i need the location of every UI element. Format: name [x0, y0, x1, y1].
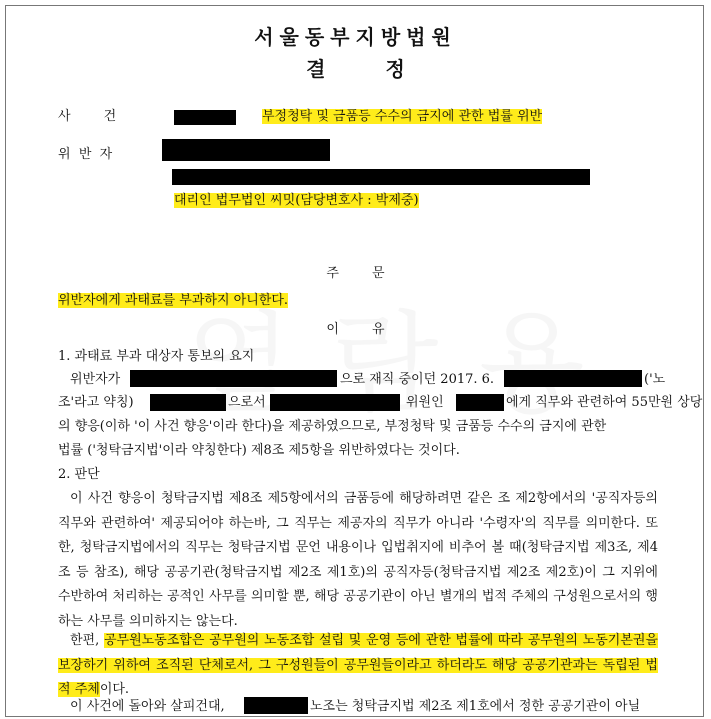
violator-label: 위 반 자 [58, 147, 113, 162]
judgment-line-3b: 노조는 청탁금지법 제2조 제1호에서 정한 공공기관이 아닐 [310, 699, 641, 714]
document-title-part-b: 정 [385, 57, 405, 81]
reason-heading: 이 유 [326, 322, 385, 337]
summary-line-2c: 위원인 [406, 395, 444, 410]
redaction-violator-address [172, 169, 590, 185]
redaction-recipient [456, 394, 504, 411]
document-title [6, 57, 704, 81]
redaction-union-name-2 [244, 697, 308, 714]
summary-line-2a: 조'라고 약칭) [58, 395, 134, 410]
summary-line-1b: 으로 재직 중이던 2017. 6. [340, 372, 495, 387]
agent: 대리인 법무법인 씨밋(담당변호사 : 박제중) [174, 193, 419, 208]
judgment-line-3a: 이 사건에 돌아와 살피건대, [70, 699, 225, 714]
summary-line-3: 의 향응(이하 '이 사건 향응'이라 한다)을 제공하였으므로, 부정청탁 및 금품등 수수의 금지에 관한 [58, 419, 607, 434]
section-2-title: 2. 판단 [58, 467, 100, 482]
redaction-union-name [504, 370, 642, 387]
judgment-paragraph-2: 한편, 공무원노동조합은 공무원의 노동조합 설립 및 운영 등에 관한 법률에 따라 공무원의 노동기본권을 보장하기 위하여 조직된 단체로서, 그 구성원들이 공무원들이라고 하더라도 해당 공공기관과는 독립된 법적 주체이다. [58, 633, 658, 697]
summary-line-2d: 에게 직무와 관련하여 55만원 상당 [506, 395, 703, 410]
judgment-paragraph-1: 이 사건 향응이 청탁금지법 제8조 제5항에서의 금품등에 해당하려면 같은 조 제2항에서의 '공직자등의 직무와 관련하여' 제공되어야 하는바, 그 직무는 제공자의 직무가 아니라 '수령자'의 직무를 의미한다. 또한, 청탁금지법에서의 직무는 청탁금지법 문언 내용이나 입법취지에 비추어 볼 때(청탁금지법 제3조, 제4조 등 참조), 해당 공공기관(청탁금지법 제2조 제1호)의 공직자등(청탁금지법 제2조 제2호)이 그 지위에 수반하여 처리하는 공적인 사무를 의미할 뿐, 해당 공공기관이 아닌 별개의 법적 주체의 구성원으로서의 행하는 사무를 의미하지는 않는다. [58, 491, 658, 629]
document-title-part-a: 결 [306, 57, 326, 81]
redaction-union-role [150, 394, 226, 411]
redaction-position [130, 370, 337, 387]
case-name: 부정청탁 및 금품등 수수의 금지에 관한 법률 위반 [262, 109, 543, 124]
redaction-violator-name [162, 139, 330, 161]
summary-line-1a: 위반자가 [70, 372, 121, 387]
document-page [5, 5, 704, 717]
order-heading: 주 문 [326, 266, 385, 281]
summary-line-2b: 으로서 [228, 395, 266, 410]
court-name: 서울동부지방법원 [254, 25, 457, 49]
section-1-title: 1. 과태료 부과 대상자 통보의 요지 [58, 349, 255, 364]
summary-line-1c: ('노 [644, 372, 666, 387]
order-text: 위반자에게 과태료를 부과하지 아니한다. [58, 293, 289, 308]
case-label: 사 건 [58, 109, 117, 124]
redaction-committee [270, 394, 400, 411]
summary-line-4: 법률 ('청탁금지법'이라 약칭한다) 제8조 제5항을 위반하였다는 것이다. [58, 443, 460, 458]
redaction-case-number [174, 110, 236, 125]
